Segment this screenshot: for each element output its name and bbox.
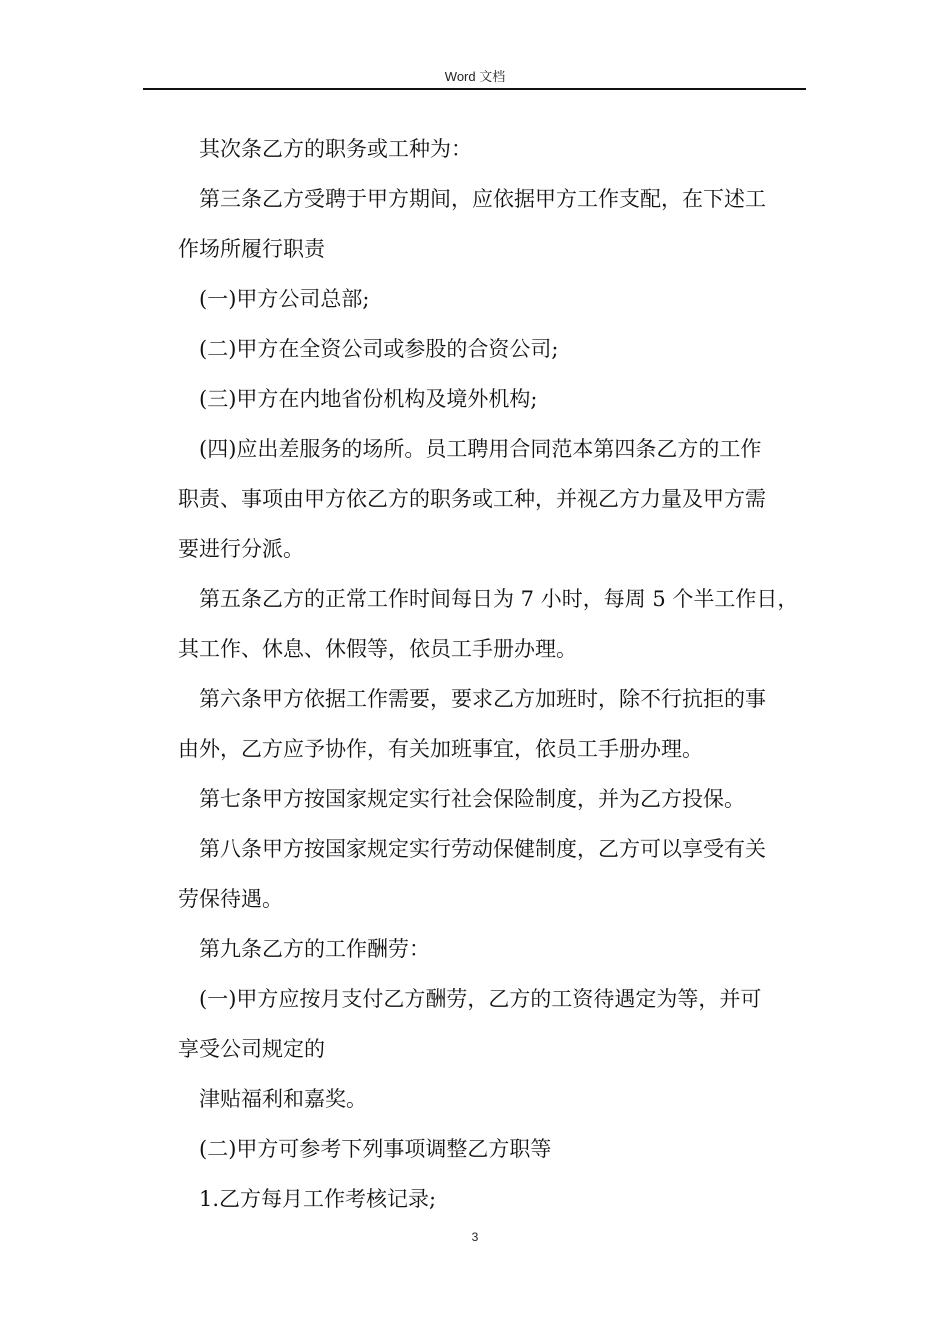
paragraph-line: 第九条乙方的工作酬劳：	[199, 937, 430, 961]
paragraph-line: (二)甲方在全资公司或参股的合资公司;	[199, 337, 559, 361]
paragraph-line: (一)甲方公司总部;	[199, 287, 370, 311]
paragraph-line: 第三条乙方受聘于甲方期间，应依据甲方工作支配，在下述工	[199, 187, 766, 211]
paragraph-line: (二)甲方可参考下列事项调整乙方职等	[199, 1137, 552, 1161]
paragraph-line: 由外，乙方应予协作，有关加班事宜，依员工手册办理。	[178, 737, 703, 761]
paragraph-line: 享受公司规定的	[178, 1037, 325, 1061]
header-divider	[143, 88, 806, 90]
paragraph-line: 第七条甲方按国家规定实行社会保险制度，并为乙方投保。	[199, 787, 745, 811]
paragraph-line: 第八条甲方按国家规定实行劳动保健制度，乙方可以享受有关	[199, 837, 766, 861]
paragraph-line: 其工作、休息、休假等，依员工手册办理。	[178, 637, 577, 661]
paragraph-line: 第六条甲方依据工作需要，要求乙方加班时，除不行抗拒的事	[199, 687, 766, 711]
paragraph-line: 第五条乙方的正常工作时间每日为 7 小时，每周 5 个半工作日，	[199, 587, 799, 611]
page-number: 3	[471, 1230, 479, 1244]
paragraph-line: 1.乙方每月工作考核记录;	[199, 1187, 437, 1211]
paragraph-line: (一)甲方应按月支付乙方酬劳，乙方的工资待遇定为等，并可	[199, 987, 762, 1011]
paragraph-line: 职责、事项由甲方依乙方的职务或工种，并视乙方力量及甲方需	[178, 487, 766, 511]
paragraph-line: (三)甲方在内地省份机构及境外机构;	[199, 387, 538, 411]
paragraph-line: 其次条乙方的职务或工种为：	[199, 137, 472, 161]
paragraph-line: (四)应出差服务的场所。员工聘用合同范本第四条乙方的工作	[199, 437, 762, 461]
paragraph-line: 津贴福利和嘉奖。	[199, 1087, 367, 1111]
page-header-title: Word 文档	[444, 69, 506, 84]
paragraph-line: 劳保待遇。	[178, 887, 283, 911]
paragraph-line: 要进行分派。	[178, 537, 304, 561]
document-body	[178, 124, 808, 1224]
paragraph-line: 作场所履行职责	[178, 237, 325, 261]
